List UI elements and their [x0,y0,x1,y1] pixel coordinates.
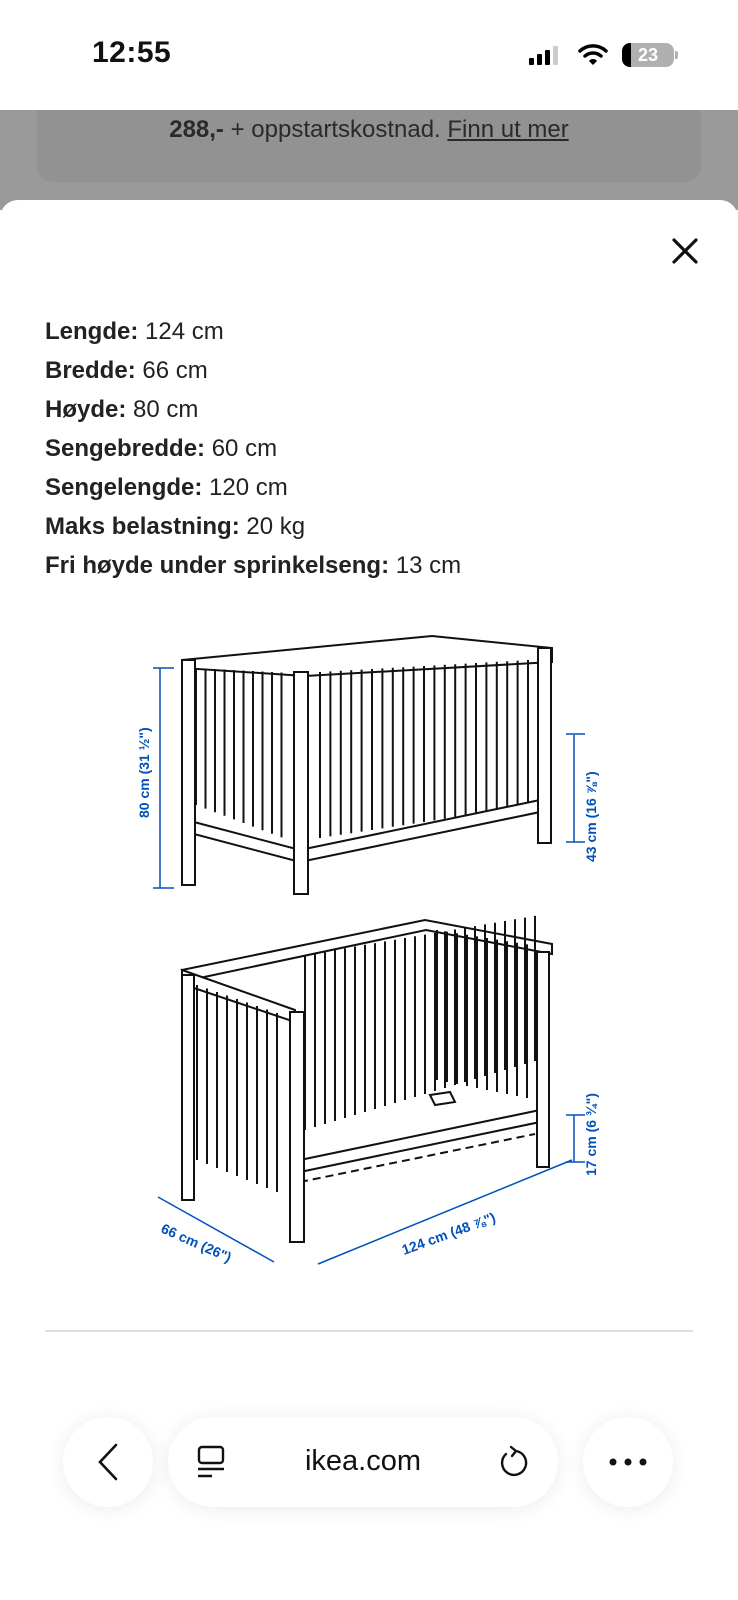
learn-more-link[interactable]: Finn ut mer [447,116,569,143]
spec-label: Lengde: [45,318,139,345]
more-icon [608,1457,648,1467]
section-divider [45,1330,693,1332]
banner-text: + oppstartskostnad. [223,116,448,143]
battery-icon: 23 [622,43,674,67]
base-rail [194,800,540,862]
url-text: ikea.com [304,1445,422,1477]
spec-value: 124 cm [138,318,224,345]
spec-value: 80 cm [126,396,199,423]
spec-label: Høyde: [45,396,127,423]
leg [537,952,549,1167]
chevron-left-icon [96,1442,120,1482]
dimension-line [318,1160,572,1264]
toddler-bed-illustration [182,916,552,1242]
length-label: 124 cm (48 ⅞") [399,1209,498,1258]
label-plate [430,1092,455,1105]
leg [182,660,195,885]
spec-label: Bredde: [45,357,136,384]
price: 288,- [169,116,224,143]
leg [182,975,194,1200]
sofa-height-label: 17 cm (6 ¾") [583,1093,599,1176]
address-bar[interactable] [168,1417,558,1507]
side-rail [182,970,295,1022]
crib-illustration [182,636,552,894]
spec-value: 120 cm [202,474,288,501]
spec-value: 66 cm [135,357,208,384]
clock: 12:55 [92,36,172,69]
spec-label: Sengelengde: [45,474,203,501]
spec-value: 20 kg [239,513,306,540]
spec-value: 13 cm [389,552,462,579]
spec-label: Maks belastning: [45,513,240,540]
leg [290,1012,304,1242]
spec-label: Sengebredde: [45,435,206,462]
leg [294,672,308,894]
leg [538,648,551,843]
width-label: 66 cm (26") [158,1220,234,1266]
reload-icon[interactable] [498,1445,528,1479]
bed-height-label: 43 cm (16 ⅞") [583,771,599,862]
back-button[interactable] [63,1417,153,1507]
spec-label: Fri høyde under sprinkelseng: [45,552,390,579]
height-label: 80 cm (31 ½") [136,727,152,818]
spec-value: 60 cm [205,435,278,462]
more-button[interactable] [583,1417,673,1507]
